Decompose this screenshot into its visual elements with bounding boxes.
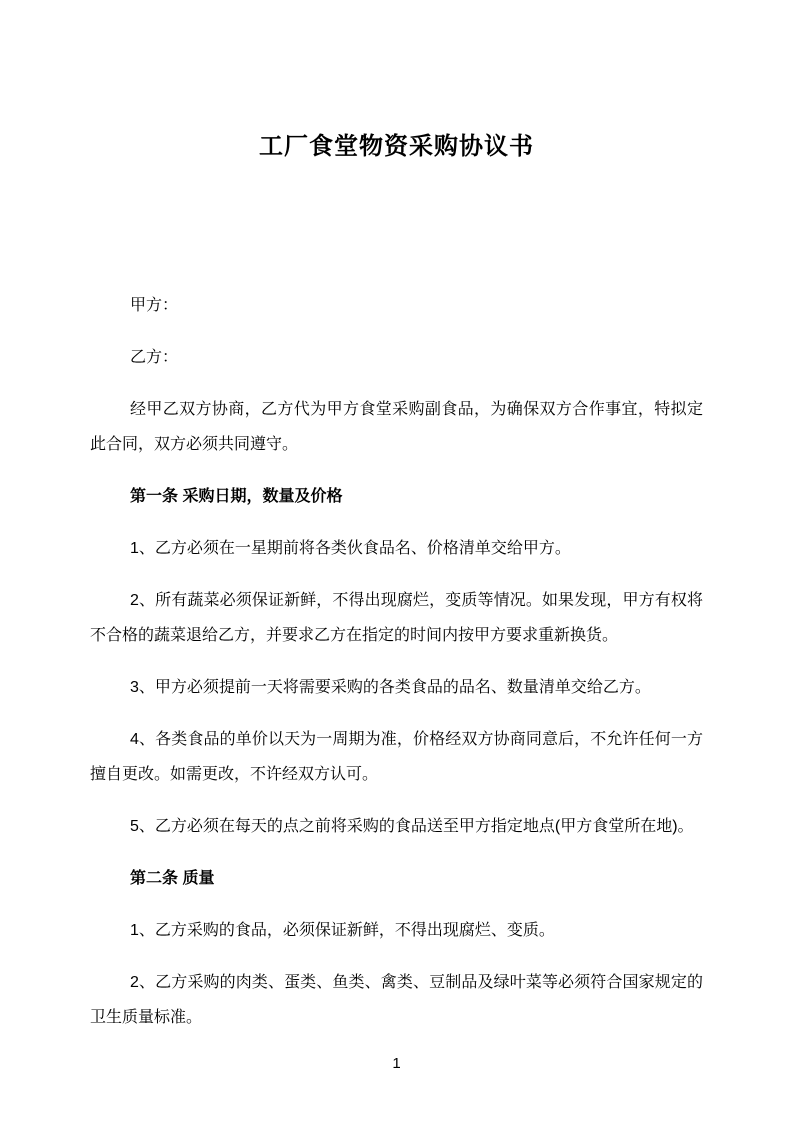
preamble-paragraph: 经甲乙双方协商，乙方代为甲方食堂采购副食品，为确保双方合作事宜，特拟定此合同，双方必须共同遵守。: [90, 401, 703, 453]
article-2-item-1: 1、乙方采购的食品，必须保证新鲜，不得出现腐烂、变质。: [130, 922, 555, 939]
document-body: [90, 288, 703, 1035]
party-b-line: 乙方：: [130, 349, 179, 366]
article-1-item-2: 2、所有蔬菜必须保证新鲜，不得出现腐烂，变质等情况。如果发现，甲方有权将不合格的蔬菜退给乙方，并要求乙方在指定的时间内按甲方要求重新换货。: [90, 592, 703, 644]
party-a-line: 甲方：: [130, 297, 179, 314]
article-2-heading: 第二条 质量: [130, 870, 215, 887]
article-2-item-2: 2、乙方采购的肉类、蛋类、鱼类、禽类、豆制品及绿叶菜等必须符合国家规定的卫生质量标准。: [90, 974, 703, 1026]
page-number: 1: [392, 1055, 401, 1072]
article-1-item-4: 4、各类食品的单价以天为一周期为准，价格经双方协商同意后，不允许任何一方擅自更改。如需更改，不许经双方认可。: [90, 731, 703, 783]
article-1-heading: 第一条 采购日期，数量及价格: [130, 488, 343, 505]
document-title: 工厂食堂物资采购协议书: [259, 133, 534, 160]
article-1-item-5: 5、乙方必须在每天的点之前将采购的食品送至甲方指定地点(甲方食堂所在地)。: [130, 818, 694, 835]
article-1-item-1: 1、乙方必须在一星期前将各类伙食品名、价格清单交给甲方。: [130, 540, 571, 557]
article-1-item-3: 3、甲方必须提前一天将需要采购的各类食品的品名、数量清单交给乙方。: [130, 679, 651, 696]
